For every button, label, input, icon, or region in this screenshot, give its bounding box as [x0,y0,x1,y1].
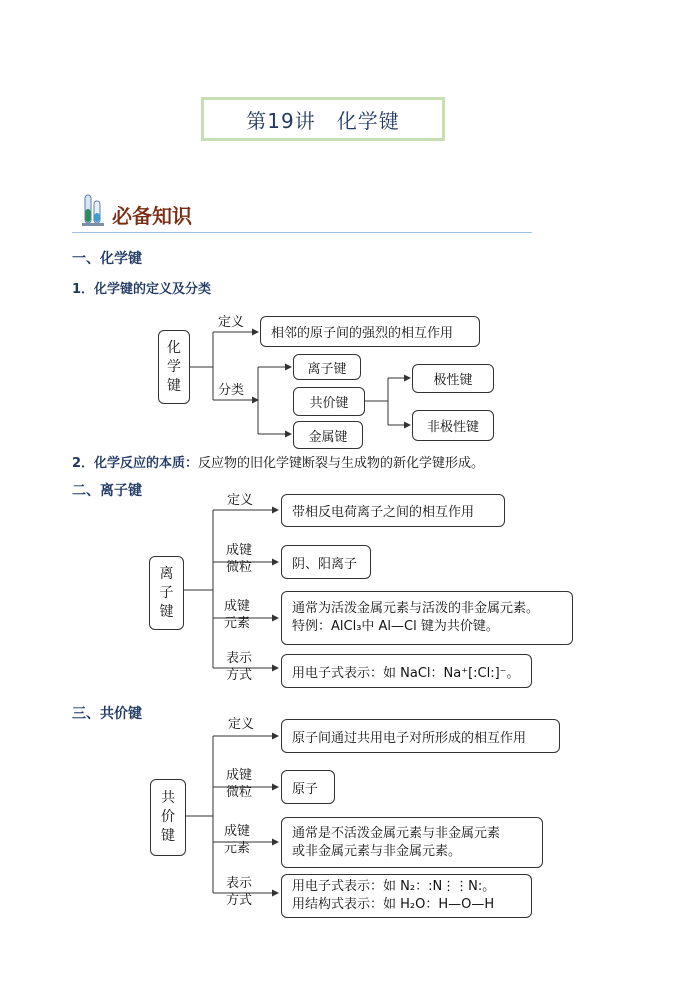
root-box-chemical-bond [158,330,190,404]
label-bond-particle [226,542,252,576]
label-line: 方式 [226,893,253,908]
label-line: 元素 [224,841,251,856]
root-char: 键 [159,603,174,620]
heading-covalent-bond: 三、共价键 [72,706,142,722]
element-line-1: 通常是不活泼金属元素与非金属元素 [292,825,501,841]
root-box-ionic-bond [149,556,184,630]
covalent-particle-box: 原子 [281,770,335,804]
label-bond-element [224,823,250,857]
type-ionic-bond: 离子键 [293,354,361,380]
reaction-essence-text: 反应物的旧化学键断裂与生成物的新化学键形成。 [198,456,485,471]
covalent-representation-box [281,874,532,918]
label-line: 元素 [224,616,251,631]
covalent-definition-box: 原子间通过共用电子对所形成的相互作用 [281,719,560,753]
element-line-2: 特例：AlCl₃中 Al—Cl 键为共价键。 [292,619,499,634]
element-line-2: 或非金属元素与非金属元素。 [292,843,462,859]
element-line-1: 通常为活泼金属元素与活泼的非金属元素。 [292,601,540,616]
label-line: 微粒 [226,560,253,575]
subheading-definition-classification: 1．化学键的定义及分类 [72,282,212,297]
ionic-representation-box: 用电子式表示：如 NaCl：Na⁺[:Cl:]⁻。 [281,654,532,688]
label-definition: 定义 [218,315,245,330]
polar-bond-box: 极性键 [412,364,494,393]
root-char: 学 [167,358,181,375]
root-box-covalent-bond [150,779,186,856]
label-bond-particle [226,767,252,801]
label-line: 表示 [226,876,253,891]
label-line: 微粒 [226,785,253,800]
root-char: 化 [167,339,181,356]
label-bond-element [224,598,250,632]
label-line: 成键 [226,768,253,783]
root-char: 价 [161,809,175,825]
label-classification: 分类 [218,383,245,398]
root-char: 键 [167,377,181,394]
type-covalent-bond: 共价键 [293,387,365,416]
ionic-particle-box: 阴、阳离子 [281,545,371,579]
label-representation [226,650,252,684]
heading-chemical-bond: 一、化学键 [72,251,142,267]
root-char: 离 [159,565,174,582]
root-char: 子 [159,584,174,601]
definition-box: 相邻的原子间的强烈的相互作用 [260,316,480,347]
type-metallic-bond: 金属键 [293,421,363,449]
reaction-essence-line [72,452,484,471]
label-definition: 定义 [228,717,255,732]
covalent-element-box [281,817,543,868]
label-definition: 定义 [227,493,254,508]
label-line: 成键 [224,599,251,614]
root-char: 键 [161,828,175,844]
label-line: 成键 [226,543,253,558]
label-representation [226,875,252,909]
label-line: 表示 [226,651,253,666]
ionic-element-box [281,591,573,645]
repr-line-1: 用电子式表示：如 N₂：:N⋮⋮N:。 [292,879,496,894]
label-line: 成键 [224,824,251,839]
reaction-essence-label: 2．化学反应的本质： [72,456,199,471]
ionic-definition-box: 带相反电荷离子之间的相互作用 [281,494,505,527]
root-char: 共 [161,790,175,806]
heading-ionic-bond: 二、离子键 [72,483,142,499]
section-title: 必备知识 [112,204,192,228]
page-title-text: 第19讲 化学键 [246,108,400,133]
label-line: 方式 [226,668,253,683]
nonpolar-bond-box: 非极性键 [412,410,494,441]
repr-line-2: 用结构式表示：如 H₂O：H—O—H [292,897,495,912]
